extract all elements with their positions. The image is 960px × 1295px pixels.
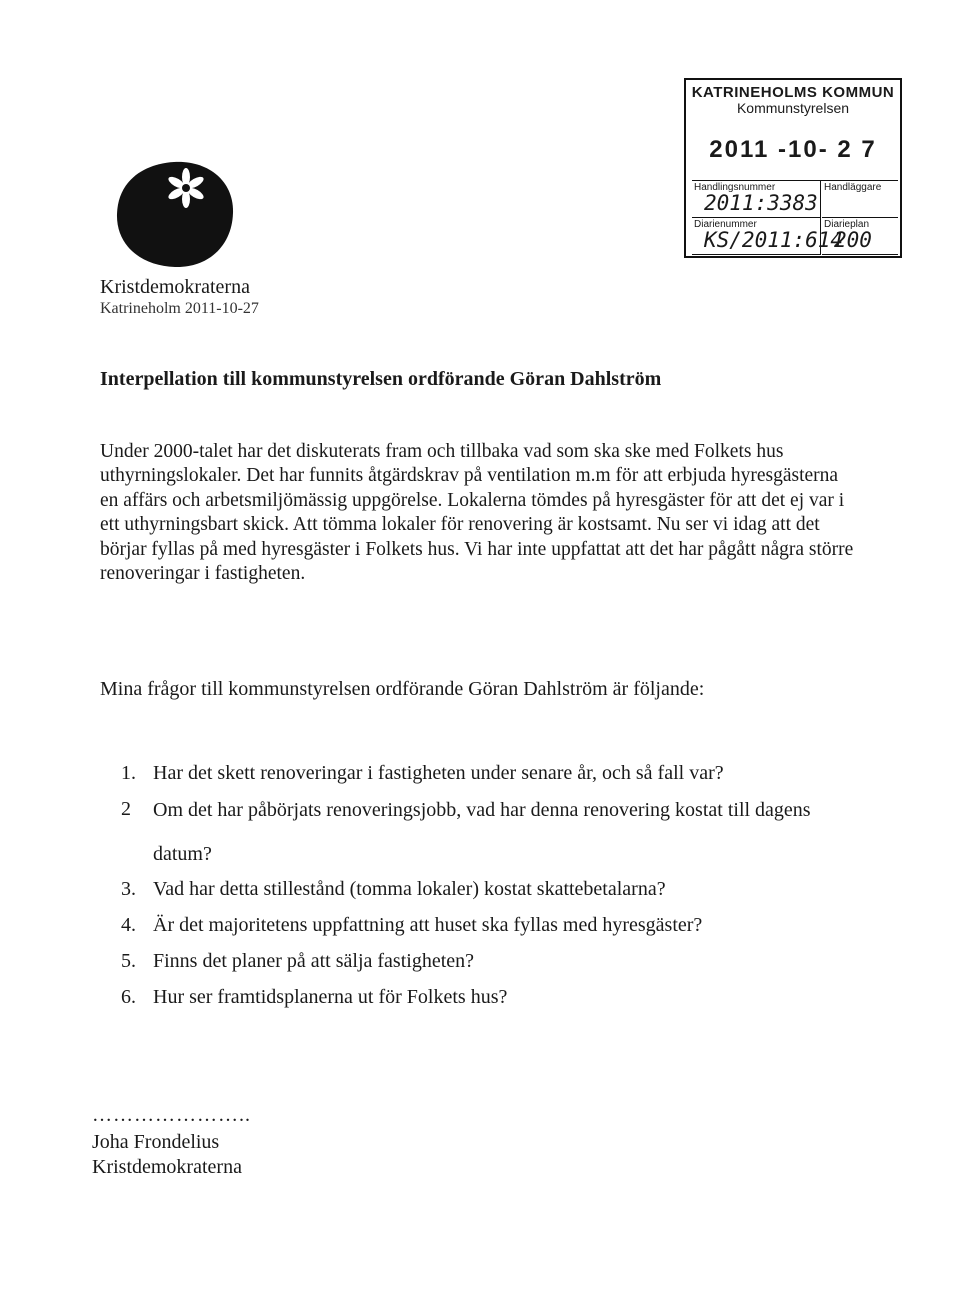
stamp-label-diarienummer: Diarienummer: [694, 219, 757, 230]
stamp-value-handlingsnummer: 2011:3383: [704, 191, 818, 215]
question-number: 3.: [121, 878, 136, 900]
stamp-grid: [692, 180, 898, 255]
question-item: [121, 756, 861, 790]
stamp-date: 2011 -10- 2 7: [709, 136, 877, 163]
signature-name: Joha Frondelius: [92, 1131, 220, 1153]
question-number: 5.: [121, 950, 136, 972]
stamp-cell-handlaggare: [822, 181, 898, 218]
stamp-cell-diarienummer: [692, 218, 844, 255]
signature-block: [92, 1130, 242, 1180]
signature-organization: Kristdemokraterna: [92, 1156, 242, 1178]
stamp-label-handlingsnummer: Handlingsnummer: [694, 182, 776, 193]
signature-line: …………………..: [92, 1104, 251, 1126]
stamp-label-handlaggare: Handläggare: [824, 182, 882, 193]
sender-block: [100, 276, 259, 320]
stamp-municipality: KATRINEHOLMS KOMMUN: [691, 84, 895, 101]
sender-place-date: Katrineholm 2011-10-27: [100, 300, 259, 317]
stamp-cell-diarieplan: [822, 218, 898, 255]
question-text: Vad har detta stillestånd (tomma lokaler) kostat skattebetalarna?: [153, 878, 666, 900]
question-item: [121, 908, 861, 942]
stamp-cell-handlingsnummer: [692, 181, 821, 218]
question-text: Finns det planer på att sälja fastigheten?: [153, 950, 475, 972]
stamp-value-diarieplan: 200: [834, 228, 872, 252]
question-text: Hur ser framtidsplanerna ut för Folkets hus?: [153, 986, 508, 1008]
registry-stamp: [684, 78, 902, 258]
question-text: Har det skett renoveringar i fastigheten under senare år, och så fall var?: [153, 762, 724, 784]
question-text: Är det majoritetens uppfattning att huset ska fyllas med hyresgäster?: [153, 914, 703, 936]
question-number: 4.: [121, 914, 136, 936]
question-item: [121, 872, 861, 906]
question-text: Om det har påbörjats renoveringsjobb, vad har denna renovering kostat till dagens datum?: [153, 799, 811, 865]
question-number: 6.: [121, 986, 136, 1008]
stamp-value-diarienummer: KS/2011:614: [704, 228, 844, 252]
stamp-board: Kommunstyrelsen: [736, 100, 850, 116]
body-paragraph: Under 2000-talet har det diskuterats fram och tillbaka vad som ska ske med Folkets hus uthyrningslokaler. Det har funnits åtgärdskrav på ventilation m.m för att erbjuda hyresgästerna en affärs och arbetsmiljömässig uppgörelse. Lokalerna tömdes på hyresgäster för att det ej var i ett uthyrningsbart skick. Att tömma lokaler för renovering är kostsamt. Nu ser vi idag att det börjar fyllas på med hyresgäster i Folkets hus. Vi har inte uppfattat att det har pågått några större renoveringar i fastigheten.: [100, 441, 854, 585]
sender-organization: Kristdemokraterna: [100, 276, 250, 298]
question-number: 1.: [121, 762, 136, 784]
party-logo: [112, 158, 237, 270]
question-item: [121, 944, 861, 978]
document-title: Interpellation till kommunstyrelsen ordförande Göran Dahlström: [100, 368, 662, 390]
questions-intro: Mina frågor till kommunstyrelsen ordförande Göran Dahlström är följande:: [100, 678, 705, 700]
question-item: [121, 980, 861, 1014]
question-item: [121, 792, 861, 876]
question-number: 2: [121, 798, 131, 820]
stamp-label-diarieplan: Diarieplan: [824, 219, 870, 230]
